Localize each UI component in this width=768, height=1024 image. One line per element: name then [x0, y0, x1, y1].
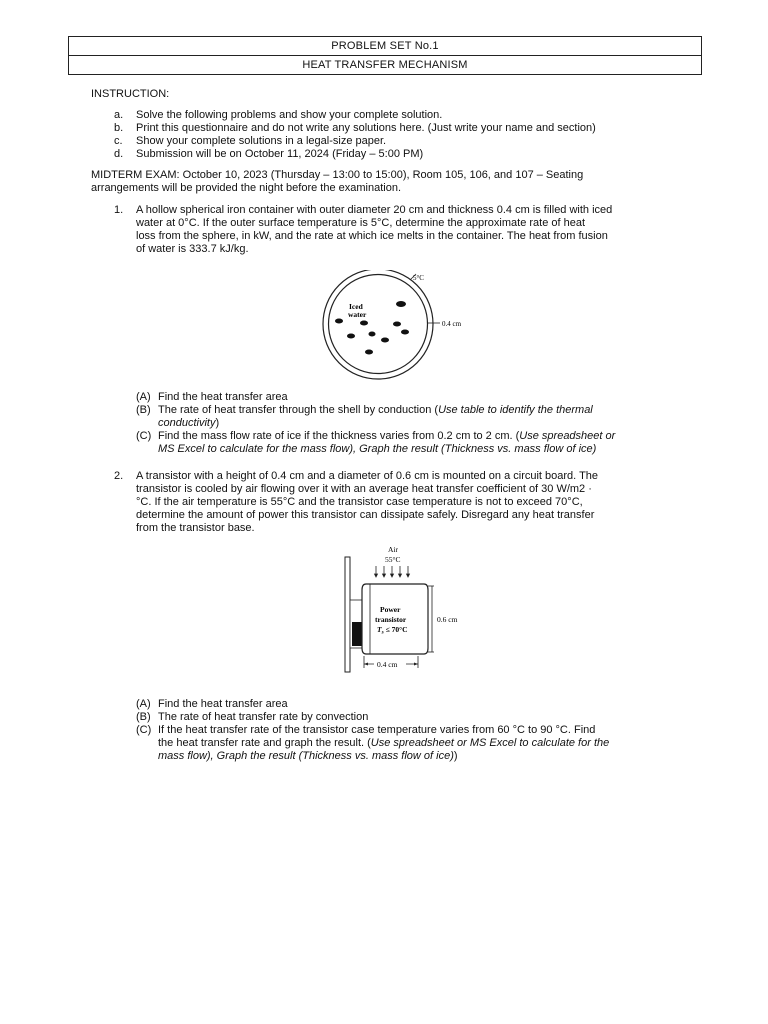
ice-piece: [369, 332, 376, 337]
p1-part-c-italic-2: MS Excel to calculate for the mass flow), Graph the result (Thickness vs. mass flow of ice): [158, 443, 597, 455]
temp-subscript: s: [381, 629, 384, 636]
thickness-label: 0.4 cm: [442, 320, 462, 328]
p1-part-b-italic-1: Use table to identify the thermal: [438, 404, 593, 416]
problem-2-line-3: °C. If the air temperature is 55°C and the transistor case temperature is not to exceed 70°C,: [136, 496, 583, 508]
ice-piece: [393, 322, 401, 327]
height-arrow-right: [414, 663, 418, 666]
power-label: Power: [380, 605, 401, 614]
p2-part-b-marker: (B): [136, 711, 151, 723]
height-arrow-left: [364, 663, 368, 666]
problem-2-line-1: A transistor with a height of 0.4 cm and a diameter of 0.6 cm is mounted on a circuit board. The: [136, 470, 599, 482]
instruction-marker-c: c.: [114, 135, 123, 147]
document-subtitle: HEAT TRANSFER MECHANISM: [69, 55, 701, 74]
ice-piece: [335, 319, 343, 324]
diameter-label: 0.6 cm: [437, 615, 458, 624]
ice-piece: [401, 330, 409, 335]
ice-piece: [381, 338, 389, 343]
p1-part-b-marker: (B): [136, 404, 151, 416]
p1-part-b-line-1: [158, 404, 593, 417]
problem-1-line-2: water at 0°C. If the outer surface temperature is 5°C, determine the approximate rate of heat: [136, 217, 586, 229]
transistor-label: transistor: [375, 615, 407, 624]
p2-part-c-end: ): [453, 750, 458, 762]
instruction-item-a: Solve the following problems and show your complete solution.: [136, 109, 443, 121]
instruction-marker-a: a.: [114, 109, 124, 121]
p1-part-b-end: ): [215, 417, 220, 429]
ice-piece: [396, 301, 406, 307]
outer-temp-label: 5°C: [413, 274, 424, 282]
p1-part-b-line-2: [158, 417, 219, 430]
problem-1-line-4: of water is 333.7 kJ/kg.: [136, 243, 249, 255]
air-temp-label: 55°C: [385, 555, 401, 564]
p2-part-c-line-2: [158, 737, 609, 750]
p1-part-b-italic-2: conductivity: [158, 417, 216, 429]
transistor-figure: [340, 542, 480, 677]
water-label: water: [348, 310, 367, 319]
p1-part-c-line-1: [158, 430, 615, 443]
instruction-label: INSTRUCTION:: [91, 88, 170, 100]
p1-part-c-line-2: [158, 443, 596, 456]
p2-part-c-line-3: [158, 750, 458, 763]
p1-part-c-italic-1: Use spreadsheet or: [519, 430, 616, 442]
sphere-outer-wall: [323, 270, 433, 379]
instruction-item-b: Print this questionnaire and do not write any solutions here. (Just write your name and section): [136, 122, 596, 134]
instruction-item-d: Submission will be on October 11, 2024 (Friday – 5:00 PM): [136, 148, 424, 160]
transistor-base: [352, 622, 363, 646]
p1-part-a-marker: (A): [136, 391, 151, 403]
p2-part-c-italic-1: Use spreadsheet or MS Excel to calculate for the: [370, 737, 610, 749]
problem-2-number: 2.: [114, 470, 124, 482]
problem-2-line-4: determine the amount of power this transistor can dissipate safely. Disregard any heat transfer: [136, 509, 595, 521]
problem-1-line-3: loss from the sphere, in kW, and the rate at which ice melts in the container. The heat from fusion: [136, 230, 608, 242]
air-label: Air: [388, 545, 398, 554]
instruction-marker-d: d.: [114, 148, 124, 160]
problem-2-line-5: from the transistor base.: [136, 522, 255, 534]
temp-limit-label: [377, 625, 408, 636]
sphere-inner-wall: [329, 275, 428, 374]
p2-part-c-marker: (C): [136, 724, 152, 736]
ice-piece: [360, 321, 368, 326]
p2-part-c-italic-2: mass flow), Graph the result (Thickness vs. mass flow of ice): [158, 750, 454, 762]
sphere-figure: [310, 270, 480, 385]
temp-limit-value: ≤ 70°C: [383, 625, 408, 634]
midterm-line-2: arrangements will be provided the night before the examination.: [91, 182, 402, 194]
p2-part-a-marker: (A): [136, 698, 151, 710]
airflow-arrows: [375, 566, 410, 577]
iced-label: Iced: [349, 302, 363, 311]
problem-1-line-1: A hollow spherical iron container with outer diameter 20 cm and thickness 0.4 cm is filled with iced: [136, 204, 613, 216]
p2-part-a-text: Find the heat transfer area: [158, 698, 288, 710]
p1-part-a-text: Find the heat transfer area: [158, 391, 288, 403]
p2-part-c-line-1: If the heat transfer rate of the transistor case temperature varies from 60 °C to 90 °C. Find: [158, 724, 596, 736]
problem-1-number: 1.: [114, 204, 124, 216]
height-label: 0.4 cm: [377, 660, 398, 669]
p1-part-c-marker: (C): [136, 430, 152, 442]
midterm-line-1: MIDTERM EXAM: October 10, 2023 (Thursday – 13:00 to 15:00), Room 105, 106, and 107 – Seating: [91, 169, 584, 181]
p1-part-c-text: Find the mass flow rate of ice if the thickness varies from 0.2 cm to 2 cm. (: [158, 430, 520, 442]
ice-piece: [347, 334, 355, 339]
title-box: [68, 36, 702, 75]
p2-part-b-text: The rate of heat transfer rate by convection: [158, 711, 369, 723]
document-title: PROBLEM SET No.1: [331, 40, 439, 52]
temp-symbol: T: [377, 625, 382, 634]
instruction-marker-b: b.: [114, 122, 124, 134]
p2-part-c-text-2: the heat transfer rate and graph the result. (: [158, 737, 371, 749]
circuit-board: [345, 557, 350, 672]
instruction-item-c: Show your complete solutions in a legal-size paper.: [136, 135, 387, 147]
problem-2-line-2: transistor is cooled by air flowing over it with an average heat transfer coefficient of 30 W/m2 ·: [136, 483, 592, 495]
p1-part-b-text: The rate of heat transfer through the shell by conduction (: [158, 404, 439, 416]
ice-piece: [365, 350, 373, 355]
